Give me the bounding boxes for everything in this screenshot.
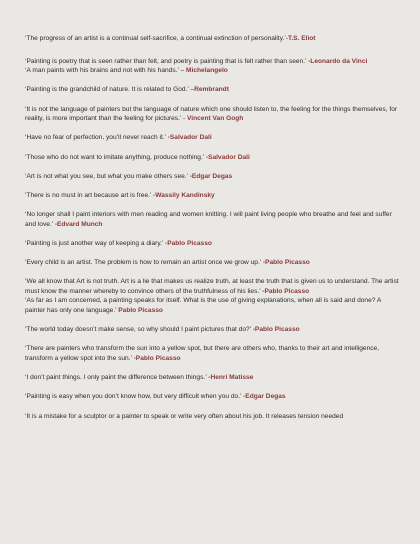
quote-van-gogh xyxy=(25,105,402,124)
quote-picasso-2 xyxy=(25,258,402,268)
quote-text: ‘It is a mistake for a sculptor or a painter to speak or write very often about his job. It releases tension needed xyxy=(25,412,344,420)
quote-text: ‘As far as I am concerned, a painting speaks for itself. What is the use of giving explanations, when all is said and done? A painter has only one language.’ xyxy=(25,297,381,315)
quote-truncated xyxy=(25,412,402,422)
quote-text: ‘Those who do not want to imitate anything, produce nothing.’ xyxy=(25,153,206,161)
quote-text: ‘Painting is the grandchild of nature. It is related to God.’ – xyxy=(25,86,195,94)
quote-dali-2 xyxy=(25,153,402,163)
quote-text: ‘It is not the language of painters but the language of nature which one should listen to, the feeling for the things themselves, for reality, is more important than the feeling for pictures.’ - xyxy=(25,105,398,123)
quote-degas-1 xyxy=(25,172,402,182)
quote-text: ‘The world today doesn’t make sense, so why should I paint pictures that do?’ xyxy=(25,326,253,334)
quote-text: ‘Painting is just another way of keeping a diary.’ xyxy=(25,239,166,247)
quote-eliot xyxy=(25,34,402,44)
quote-author: -Salvador Dali xyxy=(167,134,212,142)
quote-degas-2 xyxy=(25,392,402,402)
quote-author: -Edvard Munch xyxy=(54,220,103,228)
quote-author: -Wassily Kandinsky xyxy=(153,191,215,199)
quote-author: -Pablo Picasso xyxy=(252,326,300,334)
quote-author: Rembrandt xyxy=(194,86,229,94)
quote-author: -Pablo Picasso xyxy=(165,239,212,247)
quote-text: ‘Every child is an artist. The problem is how to remain an artist once we grow up.’ xyxy=(25,259,263,267)
quote-matisse xyxy=(25,373,402,383)
quote-text: ‘Art is not what you see, but what you make others see.’ xyxy=(25,172,190,180)
quote-author: -Leonardo da Vinci xyxy=(308,57,368,65)
quote-da-vinci xyxy=(25,57,402,67)
quote-picasso-6 xyxy=(25,344,402,363)
quote-text: ‘There is no must in art because art is free.’ xyxy=(25,191,154,199)
quote-text: ‘The progress of an artist is a continual self-sacrifice, a continual extinction of personality.’- xyxy=(25,35,289,42)
quote-munch xyxy=(25,210,402,229)
quote-author: -Edgar Degas xyxy=(189,172,233,180)
quote-michelangelo xyxy=(25,66,402,76)
quote-author: Michelangelo xyxy=(186,67,228,75)
quote-text: ‘We all know that Art is not truth. Art is a lie that makes us realize truth, at least the truth that is given us to understand. The artist must know the manner whereby to convince others of the truthfulness of his lies.’ xyxy=(25,278,399,295)
quote-picasso-3 xyxy=(25,277,402,296)
quote-text: ‘I don’t paint things. I only paint the difference between things.’ xyxy=(25,374,209,382)
quote-author: -Pablo Picasso xyxy=(262,259,310,267)
quote-dali-1 xyxy=(25,133,402,143)
quote-author: Vincent Van Gogh xyxy=(186,115,244,123)
quote-text: ‘No longer shall I paint interiors with men reading and women knitting. I will paint living people who breathe and feel and suffer and love.’ xyxy=(25,211,392,228)
quote-text: ‘Painting is poetry that is seen rather than felt, and poetry is painting that is felt rather than seen.’ xyxy=(25,57,309,65)
quote-author: -Edgar Degas xyxy=(243,393,286,401)
quote-author: -Pablo Picasso xyxy=(133,355,181,362)
quote-author: T.S. Eliot xyxy=(288,35,316,42)
quote-rembrandt xyxy=(25,85,402,95)
quote-kandinsky xyxy=(25,191,402,201)
quote-text: ‘Painting is easy when you don’t know how, but very difficult when you do.’ xyxy=(25,393,244,401)
quote-author: -Henri Matisse xyxy=(208,374,254,382)
quote-picasso-4 xyxy=(25,296,402,315)
quote-author: -Salvador Dali xyxy=(205,153,250,161)
quote-text: ‘There are painters who transform the sun into a yellow spot, but there are others who, thanks to their art and intelligence, transform a yellow spot into the sun.’ xyxy=(25,345,380,362)
quote-picasso-1 xyxy=(25,239,402,249)
quote-picasso-5 xyxy=(25,325,402,335)
quote-text: ‘Have no fear of perfection, you’ll never reach it.’ xyxy=(25,134,168,142)
quote-text: ‘A man paints with his brains and not with his hands.’ – xyxy=(25,67,187,75)
quote-author: Pablo Picasso xyxy=(118,307,163,315)
quote-author: -Pablo Picasso xyxy=(262,287,310,295)
